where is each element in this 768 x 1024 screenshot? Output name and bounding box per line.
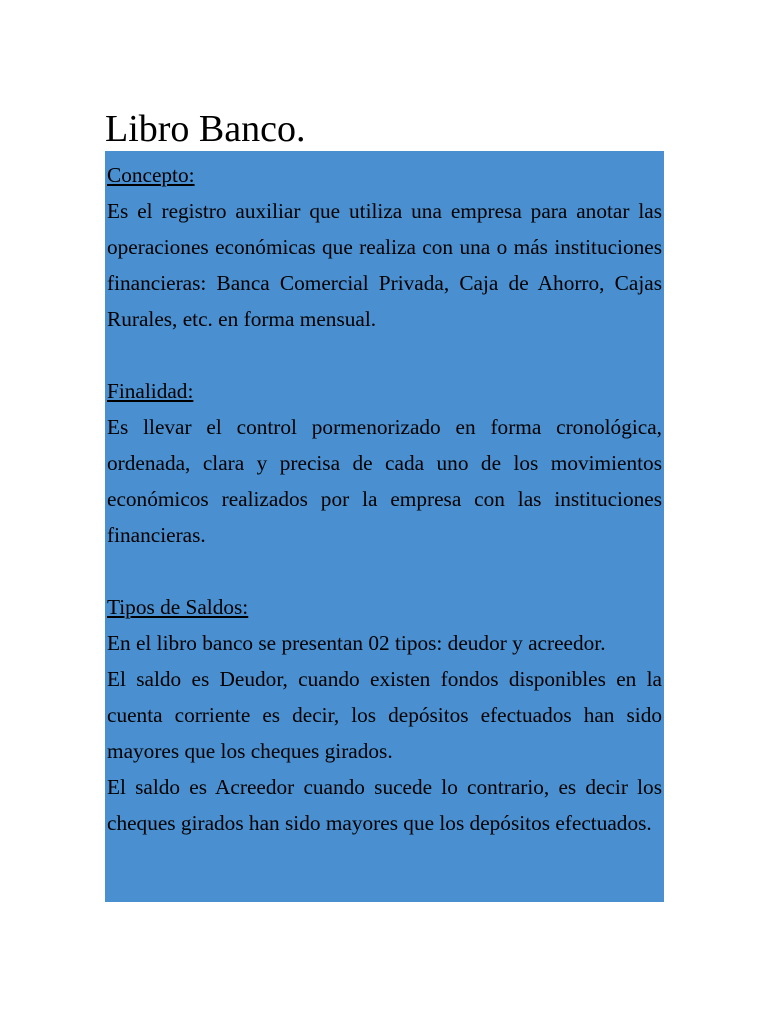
section-paragraph: Es llevar el control pormenorizado en forma cronológica, ordenada, clara y precisa de cada uno de los movimientos económicos realizados por la empresa con las instituciones financieras. bbox=[107, 415, 662, 547]
section-heading: Tipos de Saldos: bbox=[107, 595, 249, 619]
section-paragraph: El saldo es Acreedor cuando sucede lo contrario, es decir los cheques girados han sido mayores que los depósitos efectuados. bbox=[107, 775, 662, 835]
section-paragraph: Es el registro auxiliar que utiliza una empresa para anotar las operaciones económicas que realiza con una o más instituciones financieras: Banca Comercial Privada, Caja de Ahorro, Cajas Rurales, etc. en forma mensual. bbox=[107, 199, 662, 331]
section-paragraph: El saldo es Deudor, cuando existen fondos disponibles en la cuenta corriente es decir, los depósitos efectuados han sido mayores que los cheques girados. bbox=[107, 667, 662, 763]
section-paragraph: En el libro banco se presentan 02 tipos: deudor y acreedor. bbox=[107, 631, 606, 655]
section-finalidad bbox=[107, 373, 662, 553]
section-tipos-de-saldos bbox=[107, 589, 662, 841]
section-heading: Finalidad: bbox=[107, 379, 194, 403]
section-heading: Concepto: bbox=[107, 163, 195, 187]
section-spacer bbox=[107, 337, 662, 373]
highlighted-content-box bbox=[105, 151, 664, 902]
document-title: Libro Banco. bbox=[105, 108, 306, 150]
section-concepto bbox=[107, 157, 662, 337]
section-spacer bbox=[107, 553, 662, 589]
